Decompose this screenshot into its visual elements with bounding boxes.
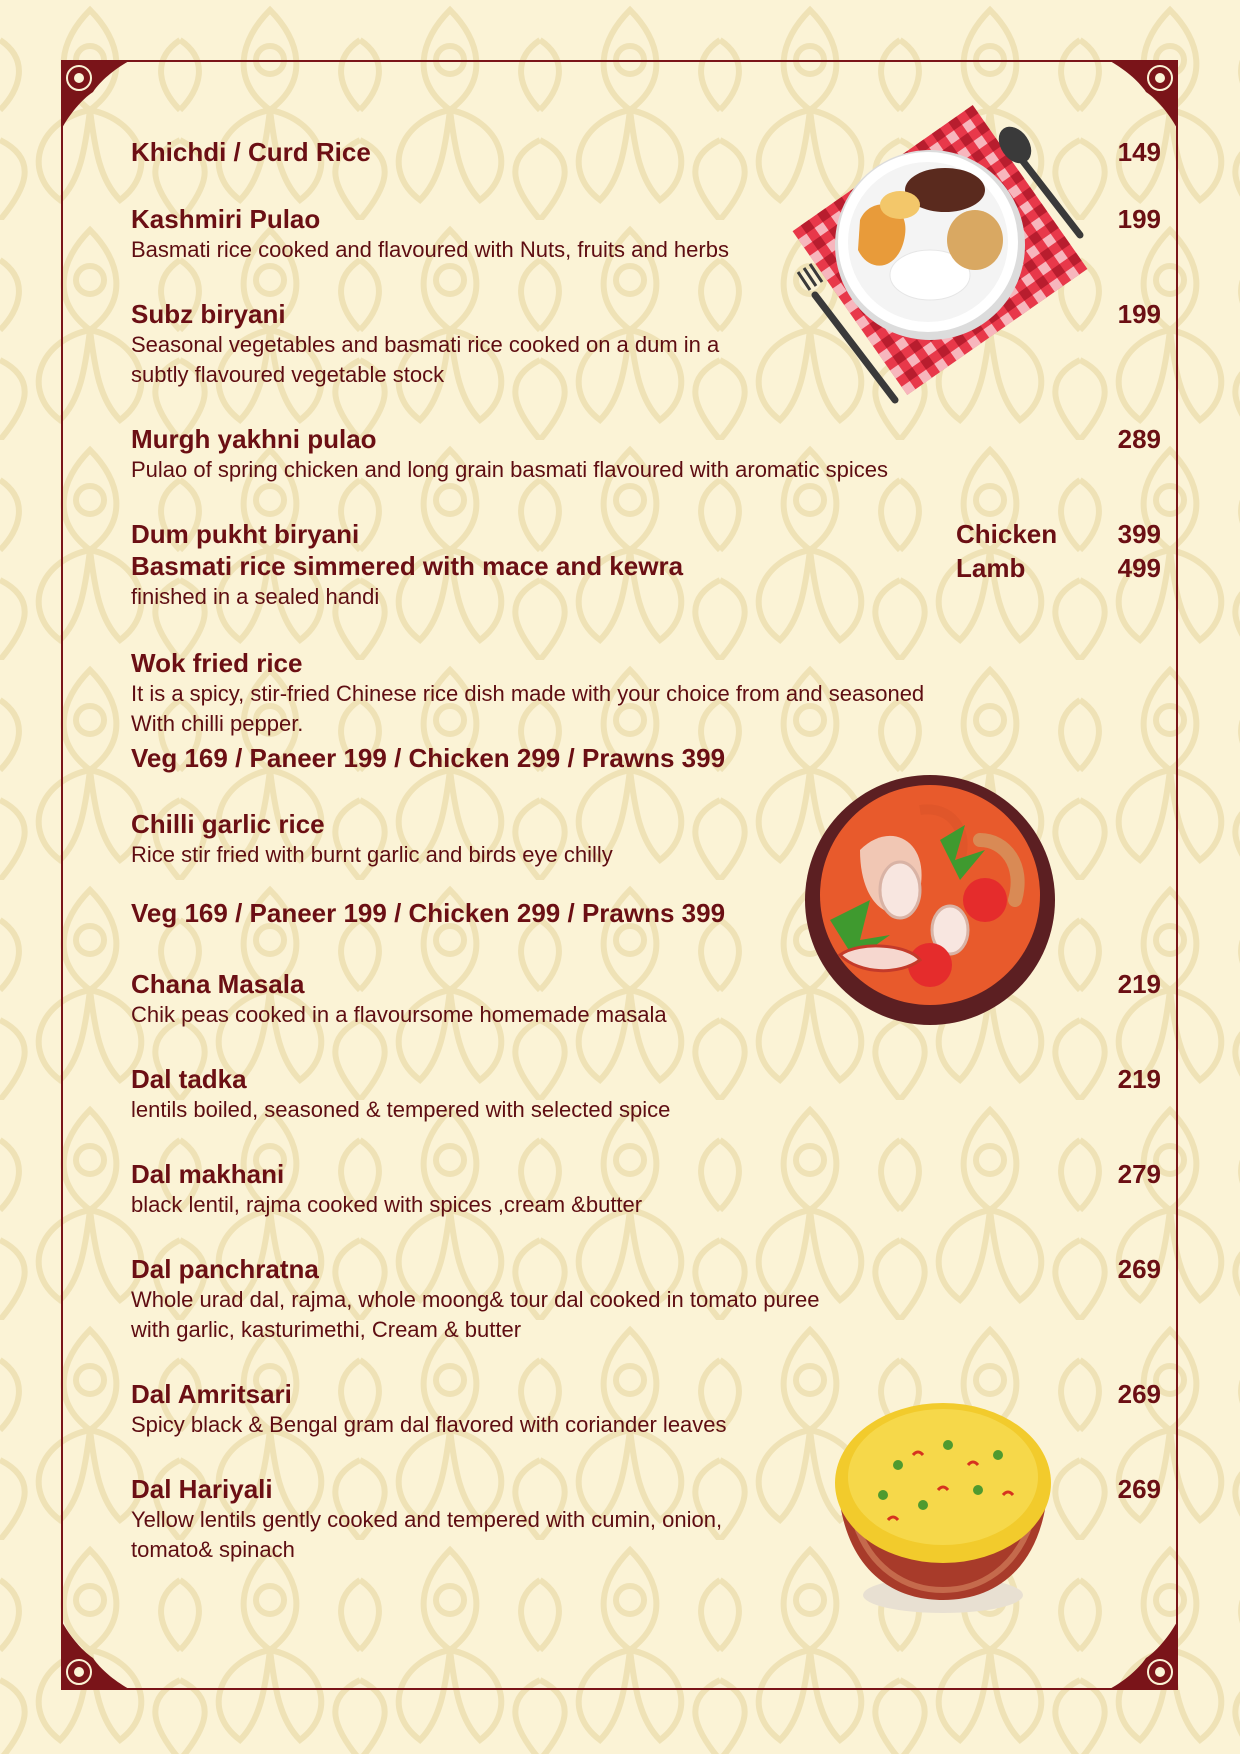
item-description: finished in a sealed handi (131, 584, 380, 609)
item-price: 149 (1117, 137, 1161, 167)
menu-item-dal-hariyali (131, 1473, 1161, 1565)
item-name: Dal tadka (131, 1064, 247, 1094)
item-name: Dal makhani (131, 1159, 285, 1189)
item-description-line2: with garlic, kasturimethi, Cream & butter (131, 1317, 522, 1342)
item-description-line2: With chilli pepper. (131, 711, 304, 736)
item-name: Dum pukht biryani (131, 519, 360, 549)
corner-ornament-top-left (61, 60, 131, 130)
item-price: 199 (1117, 204, 1161, 234)
item-price: 199 (1117, 299, 1161, 329)
item-description-line2: subtly flavoured vegetable stock (131, 362, 445, 387)
item-price: 279 (1117, 1159, 1161, 1189)
item-name: Kashmiri Pulao (131, 204, 321, 234)
menu-item-dal-amritsari (131, 1378, 1161, 1440)
item-name: Dal panchratna (131, 1254, 319, 1284)
corner-ornament-bottom-left (61, 1620, 131, 1690)
menu-item-subz-biryani (131, 298, 1161, 390)
item-name: Chilli garlic rice (131, 809, 325, 839)
item-description: black lentil, rajma cooked with spices ,cream &butter (131, 1192, 643, 1217)
menu-item-chana-masala (131, 968, 1161, 1030)
item-description: Pulao of spring chicken and long grain basmati flavoured with aromatic spices (131, 457, 888, 482)
menu-item-dal-makhani (131, 1158, 1161, 1220)
menu-item-wok-fried-rice (131, 647, 1161, 775)
item-name: Khichdi / Curd Rice (131, 137, 371, 167)
menu-item-khichdi (131, 136, 1161, 168)
corner-ornament-bottom-right (1108, 1620, 1178, 1690)
item-description: It is a spicy, stir-fried Chinese rice dish made with your choice from and seasoned (131, 681, 925, 706)
item-description: Spicy black & Bengal gram dal flavored with coriander leaves (131, 1412, 727, 1437)
item-description: lentils boiled, seasoned & tempered with selected spice (131, 1097, 671, 1122)
item-price: 269 (1117, 1254, 1161, 1284)
menu-item-dum-pukht-biryani (131, 518, 1161, 612)
item-price: 289 (1117, 424, 1161, 454)
menu-item-kashmiri-pulao (131, 203, 1161, 265)
item-description: Chik peas cooked in a flavoursome homemade masala (131, 1002, 667, 1027)
item-name: Murgh yakhni pulao (131, 424, 377, 454)
menu-item-murgh-yakhni-pulao (131, 423, 1161, 485)
menu-item-dal-tadka (131, 1063, 1161, 1125)
item-name: Subz biryani (131, 299, 286, 329)
item-name: Wok fried rice (131, 648, 303, 678)
item-name: Chana Masala (131, 969, 305, 999)
item-name: Dal Hariyali (131, 1474, 273, 1504)
variant-chicken-price: 399 (1117, 519, 1161, 549)
item-price: 219 (1117, 1064, 1161, 1094)
item-price: 219 (1117, 969, 1161, 999)
variant-lamb-label: Lamb (956, 553, 1026, 583)
item-price: 269 (1117, 1379, 1161, 1409)
menu-item-chilli-garlic-rice (131, 808, 1161, 930)
menu-item-dal-panchratna (131, 1253, 1161, 1345)
item-price-options: Veg 169 / Paneer 199 / Chicken 299 / Prawns 399 (131, 898, 726, 928)
item-description: Rice stir fried with burnt garlic and birds eye chilly (131, 842, 613, 867)
variant-chicken-label: Chicken (956, 519, 1058, 549)
item-subtitle: Basmati rice simmered with mace and kewra (131, 551, 684, 581)
item-price: 269 (1117, 1474, 1161, 1504)
corner-ornament-top-right (1108, 60, 1178, 130)
item-description: Basmati rice cooked and flavoured with Nuts, fruits and herbs (131, 237, 729, 262)
item-description: Yellow lentils gently cooked and tempered with cumin, onion, (131, 1507, 723, 1532)
item-description: Seasonal vegetables and basmati rice cooked on a dum in a (131, 332, 720, 357)
variant-lamb-price: 499 (1117, 553, 1161, 583)
item-description: Whole urad dal, rajma, whole moong& tour dal cooked in tomato puree (131, 1287, 820, 1312)
item-name: Dal Amritsari (131, 1379, 292, 1409)
item-price-options: Veg 169 / Paneer 199 / Chicken 299 / Prawns 399 (131, 743, 726, 773)
item-description-line2: tomato& spinach (131, 1537, 295, 1562)
